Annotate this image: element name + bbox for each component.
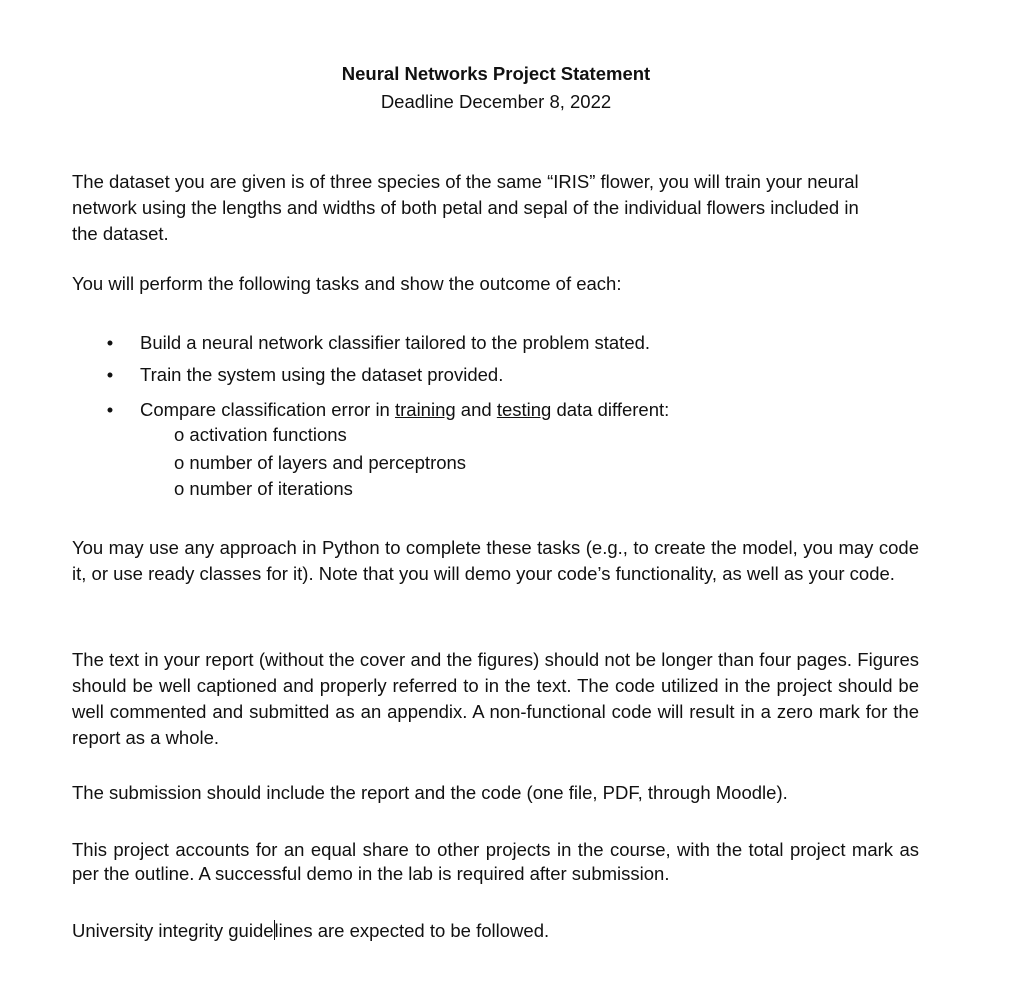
submission-paragraph: The submission should include the report and the code (one file, PDF, through Moodle). [72, 782, 788, 803]
share-paragraph: This project accounts for an equal share to other projects in the course, with the total project mark as per the outline. A successful demo in the lab is required after submission. [72, 839, 919, 884]
report-paragraph: The text in your report (without the cover and the figures) should not be longer than four pages. Figures should be well captioned and properly referred to in the text. The code utilized in the project should be well commented and submitted as an appendix. A non-functional code will result in a zero mark for the report as a whole. [72, 649, 919, 748]
compare-text: Compare classification error in [140, 399, 395, 420]
deadline-line: Deadline December 8, 2022 [380, 91, 612, 112]
tasks-lead-paragraph: You will perform the following tasks and show the outcome of each: [72, 273, 622, 294]
data-different-text: data different: [551, 399, 670, 420]
list-item-text: Train the system using the dataset provided. [140, 364, 504, 385]
document-title: Neural Networks Project Statement [341, 63, 651, 84]
testing-underlined: testing [496, 399, 552, 420]
list-item [72, 330, 932, 356]
bullet-icon: • [106, 332, 114, 353]
training-underlined: training [394, 399, 456, 420]
and-text: and [455, 399, 497, 420]
bullet-icon: • [106, 399, 114, 420]
integrity-text-end: lines are expected to be followed. [274, 920, 550, 941]
sub-list-item: o number of iterations [174, 478, 353, 499]
approach-paragraph: You may use any approach in Python to complete these tasks (e.g., to create the model, you may code it, or use ready classes for it). Note that you will demo your code’s functionality, as well as your code. [72, 537, 919, 584]
list-item-text [140, 397, 669, 423]
integrity-text-start: University integrity guide [72, 920, 274, 941]
integrity-paragraph[interactable] [72, 918, 862, 944]
list-item [72, 362, 932, 388]
sub-list-item: o number of layers and perceptrons [174, 452, 467, 473]
bullet-icon: • [106, 364, 114, 385]
sub-list-item: o activation functions [174, 424, 347, 445]
list-item [72, 397, 932, 423]
list-item-text: Build a neural network classifier tailored to the problem stated. [140, 332, 651, 353]
intro-paragraph: The dataset you are given is of three species of the same “IRIS” flower, you will train your neural network using the lengths and widths of both petal and sepal of the individual flowers included in the dataset. [72, 171, 859, 244]
